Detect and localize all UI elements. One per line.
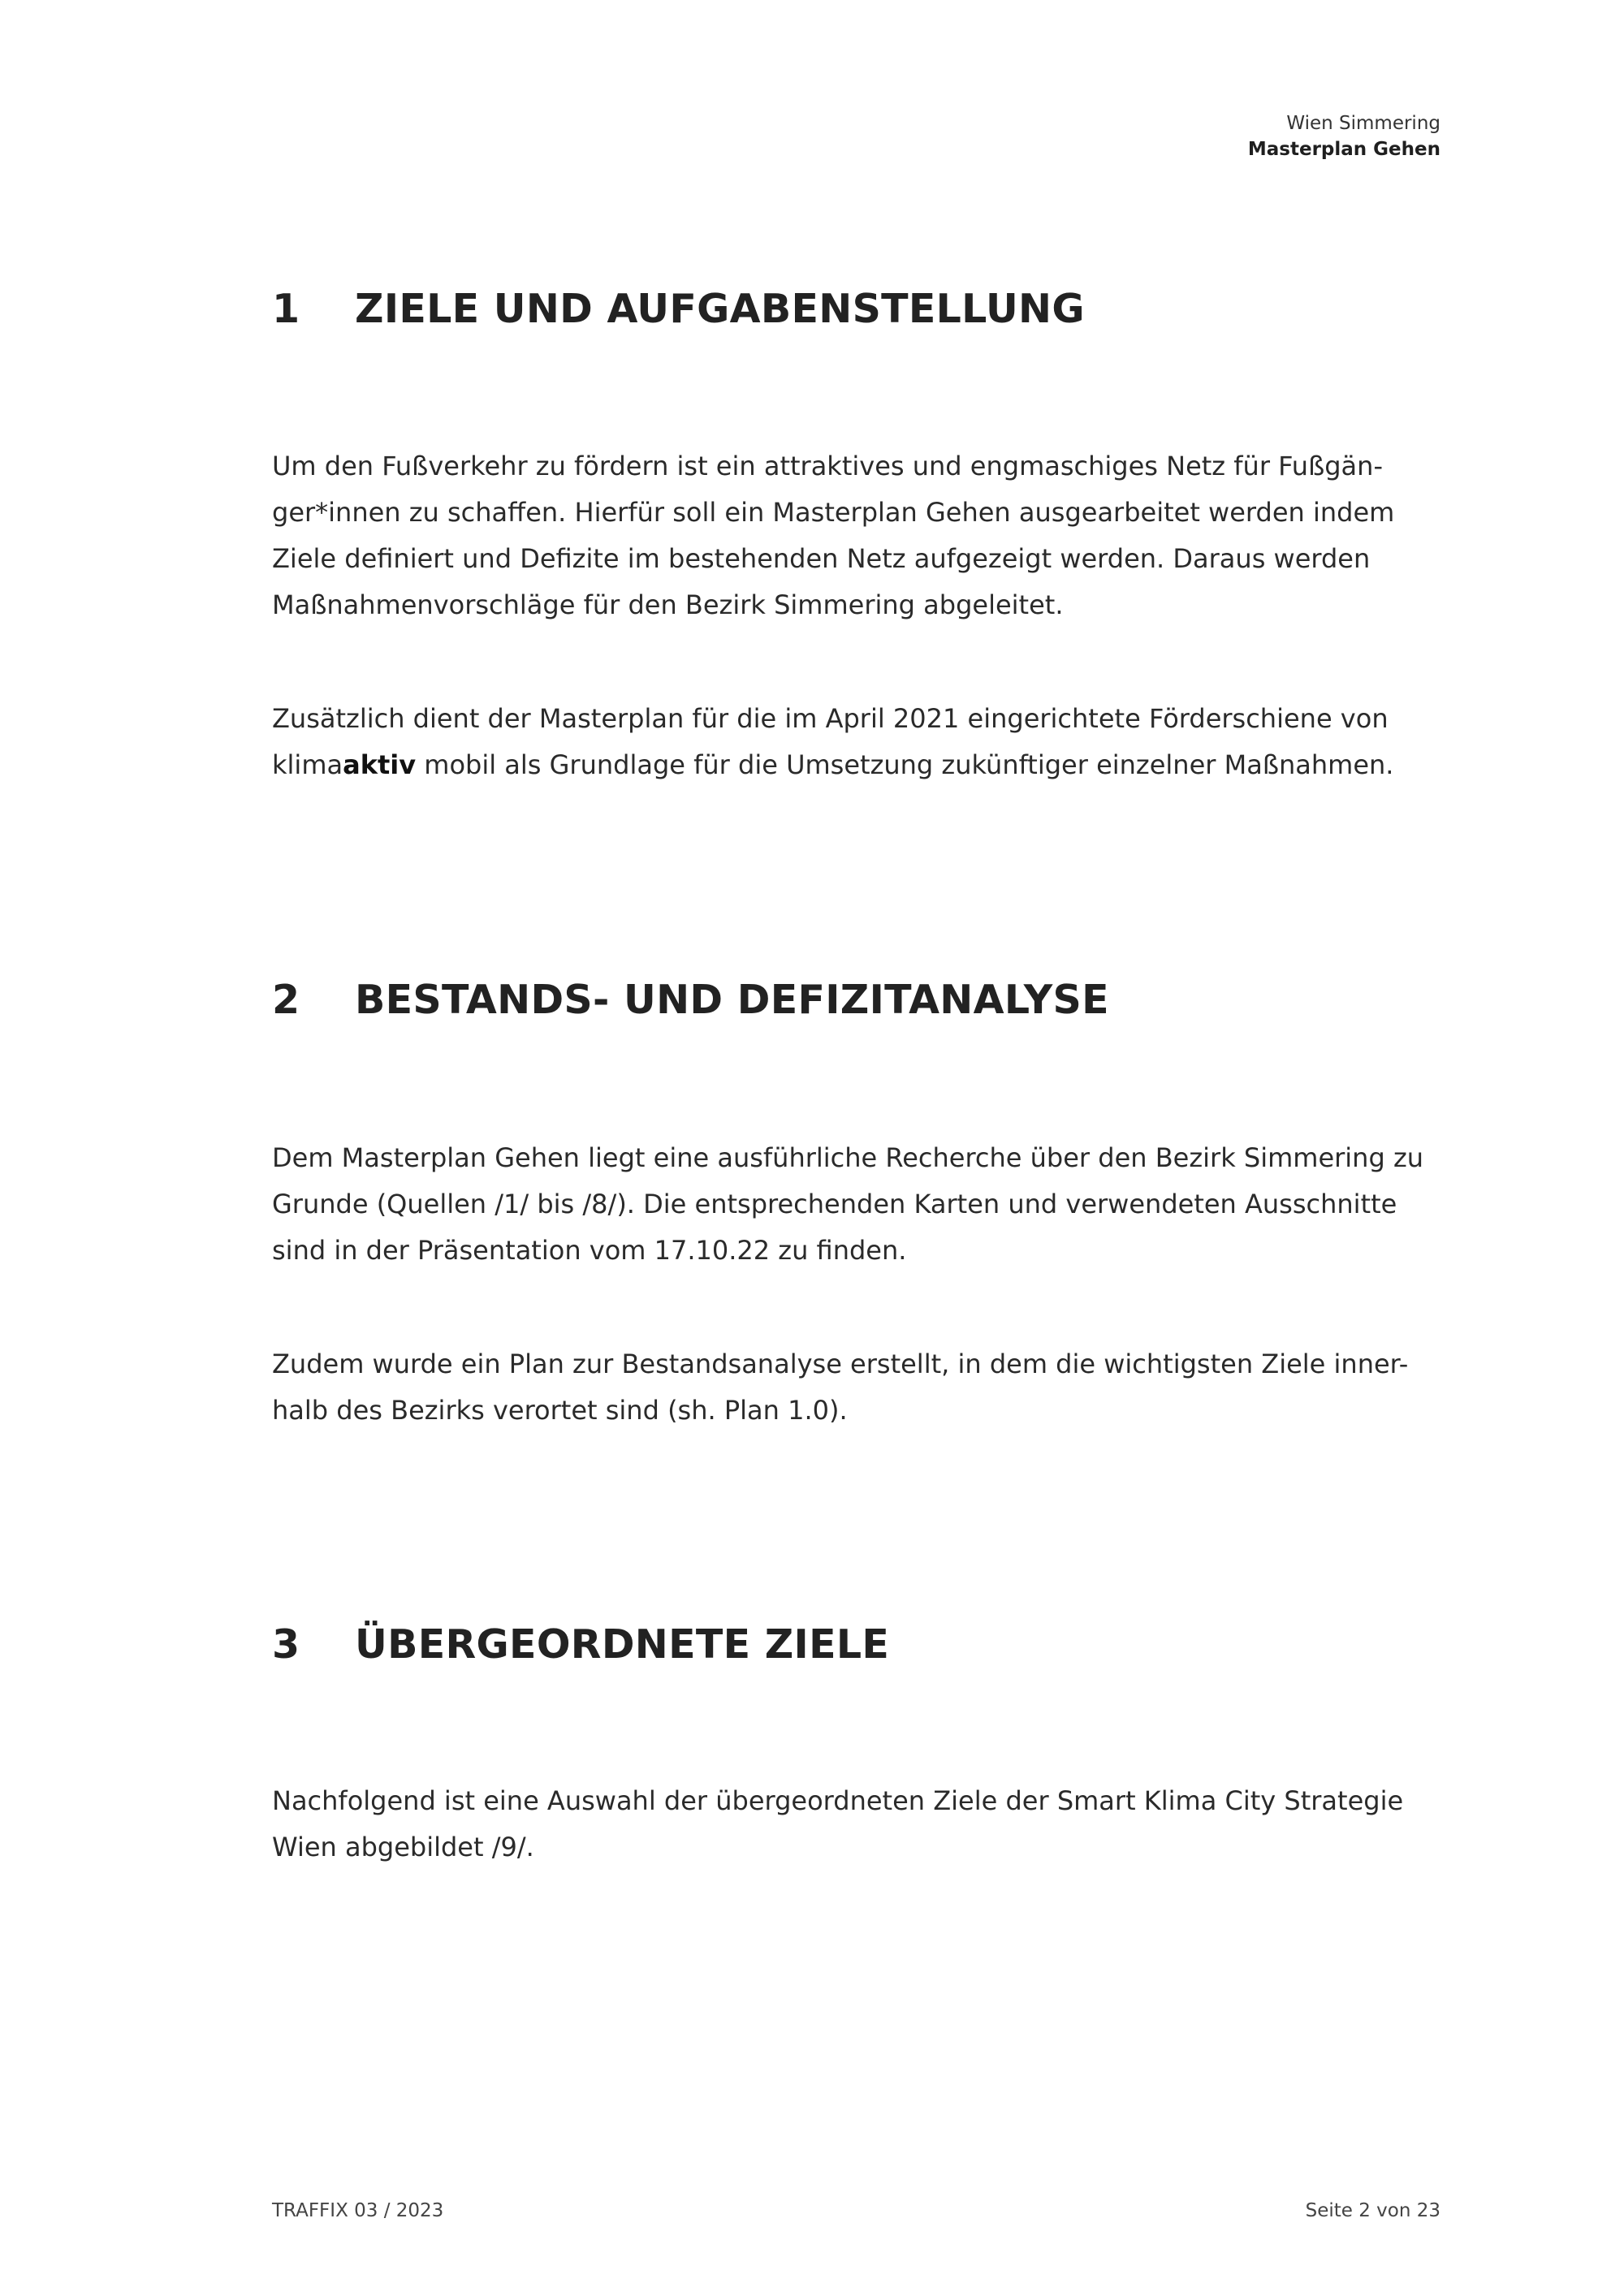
brand-prefix: klima: [272, 749, 343, 780]
paragraph-line: Zudem wurde ein Plan zur Bestandsanalyse erstellt, in dem die wichtigsten Ziele inner-: [272, 1349, 1409, 1379]
footer-page-number: Seite 2 von 23: [1305, 2200, 1440, 2221]
paragraph-line: Zusätzlich dient der Masterplan für die im April 2021 eingerichtete Förderschiene von: [272, 703, 1389, 734]
paragraph-line: Maßnahmenvorschläge für den Bezirk Simmering abgeleitet.: [272, 589, 1064, 620]
paragraph-line: Wien abgebildet /9/.: [272, 1832, 534, 1862]
section-title: BESTANDS- UND DEFIZITANALYSE: [355, 977, 1109, 1023]
section-number: 1: [272, 286, 300, 332]
footer-publisher: TRAFFIX 03 / 2023: [272, 2200, 444, 2221]
paragraph-line: halb des Bezirks verortet sind (sh. Plan 1.0).: [272, 1395, 848, 1426]
section-heading-1: [272, 286, 1085, 332]
paragraph: [272, 1778, 1449, 1871]
paragraph-line: Ziele definiert und Defizite im bestehenden Netz aufgezeigt werden. Daraus werden: [272, 543, 1371, 574]
section-number: 2: [272, 977, 300, 1023]
paragraph-line: ger*innen zu schaffen. Hierfür soll ein Masterplan Gehen ausgearbeitet werden indem: [272, 497, 1395, 528]
paragraph-line: Dem Masterplan Gehen liegt eine ausführliche Recherche über den Bezirk Simmering zu: [272, 1142, 1424, 1173]
paragraph-line: Nachfolgend ist eine Auswahl der übergeordneten Ziele der Smart Klima City Strategie: [272, 1785, 1404, 1816]
paragraph: [272, 1135, 1449, 1274]
paragraph-line: Grunde (Quellen /1/ bis /8/). Die entsprechenden Karten und verwendeten Ausschnitte: [272, 1189, 1397, 1219]
page-header: [1248, 110, 1440, 162]
paragraph: [272, 696, 1449, 788]
header-location: Wien Simmering: [1286, 113, 1440, 134]
section-heading-3: [272, 1621, 889, 1668]
paragraph-line: Um den Fußverkehr zu fördern ist ein attraktives und engmaschiges Netz für Fußgän-: [272, 451, 1383, 481]
paragraph-line: sind in der Präsentation vom 17.10.22 zu finden.: [272, 1235, 907, 1266]
section-number: 3: [272, 1621, 300, 1668]
section-heading-2: [272, 977, 1109, 1023]
section-title: ÜBERGEORDNETE ZIELE: [355, 1621, 890, 1668]
header-title: Masterplan Gehen: [1247, 139, 1440, 160]
section-title: ZIELE UND AUFGABENSTELLUNG: [355, 286, 1085, 332]
paragraph: [272, 1341, 1449, 1434]
paragraph-text: mobil als Grundlage für die Umsetzung zukünftiger einzelner Maßnahmen.: [416, 749, 1394, 780]
paragraph: [272, 443, 1449, 628]
paragraph-line: [272, 742, 1449, 788]
brand-bold: aktiv: [343, 749, 417, 780]
